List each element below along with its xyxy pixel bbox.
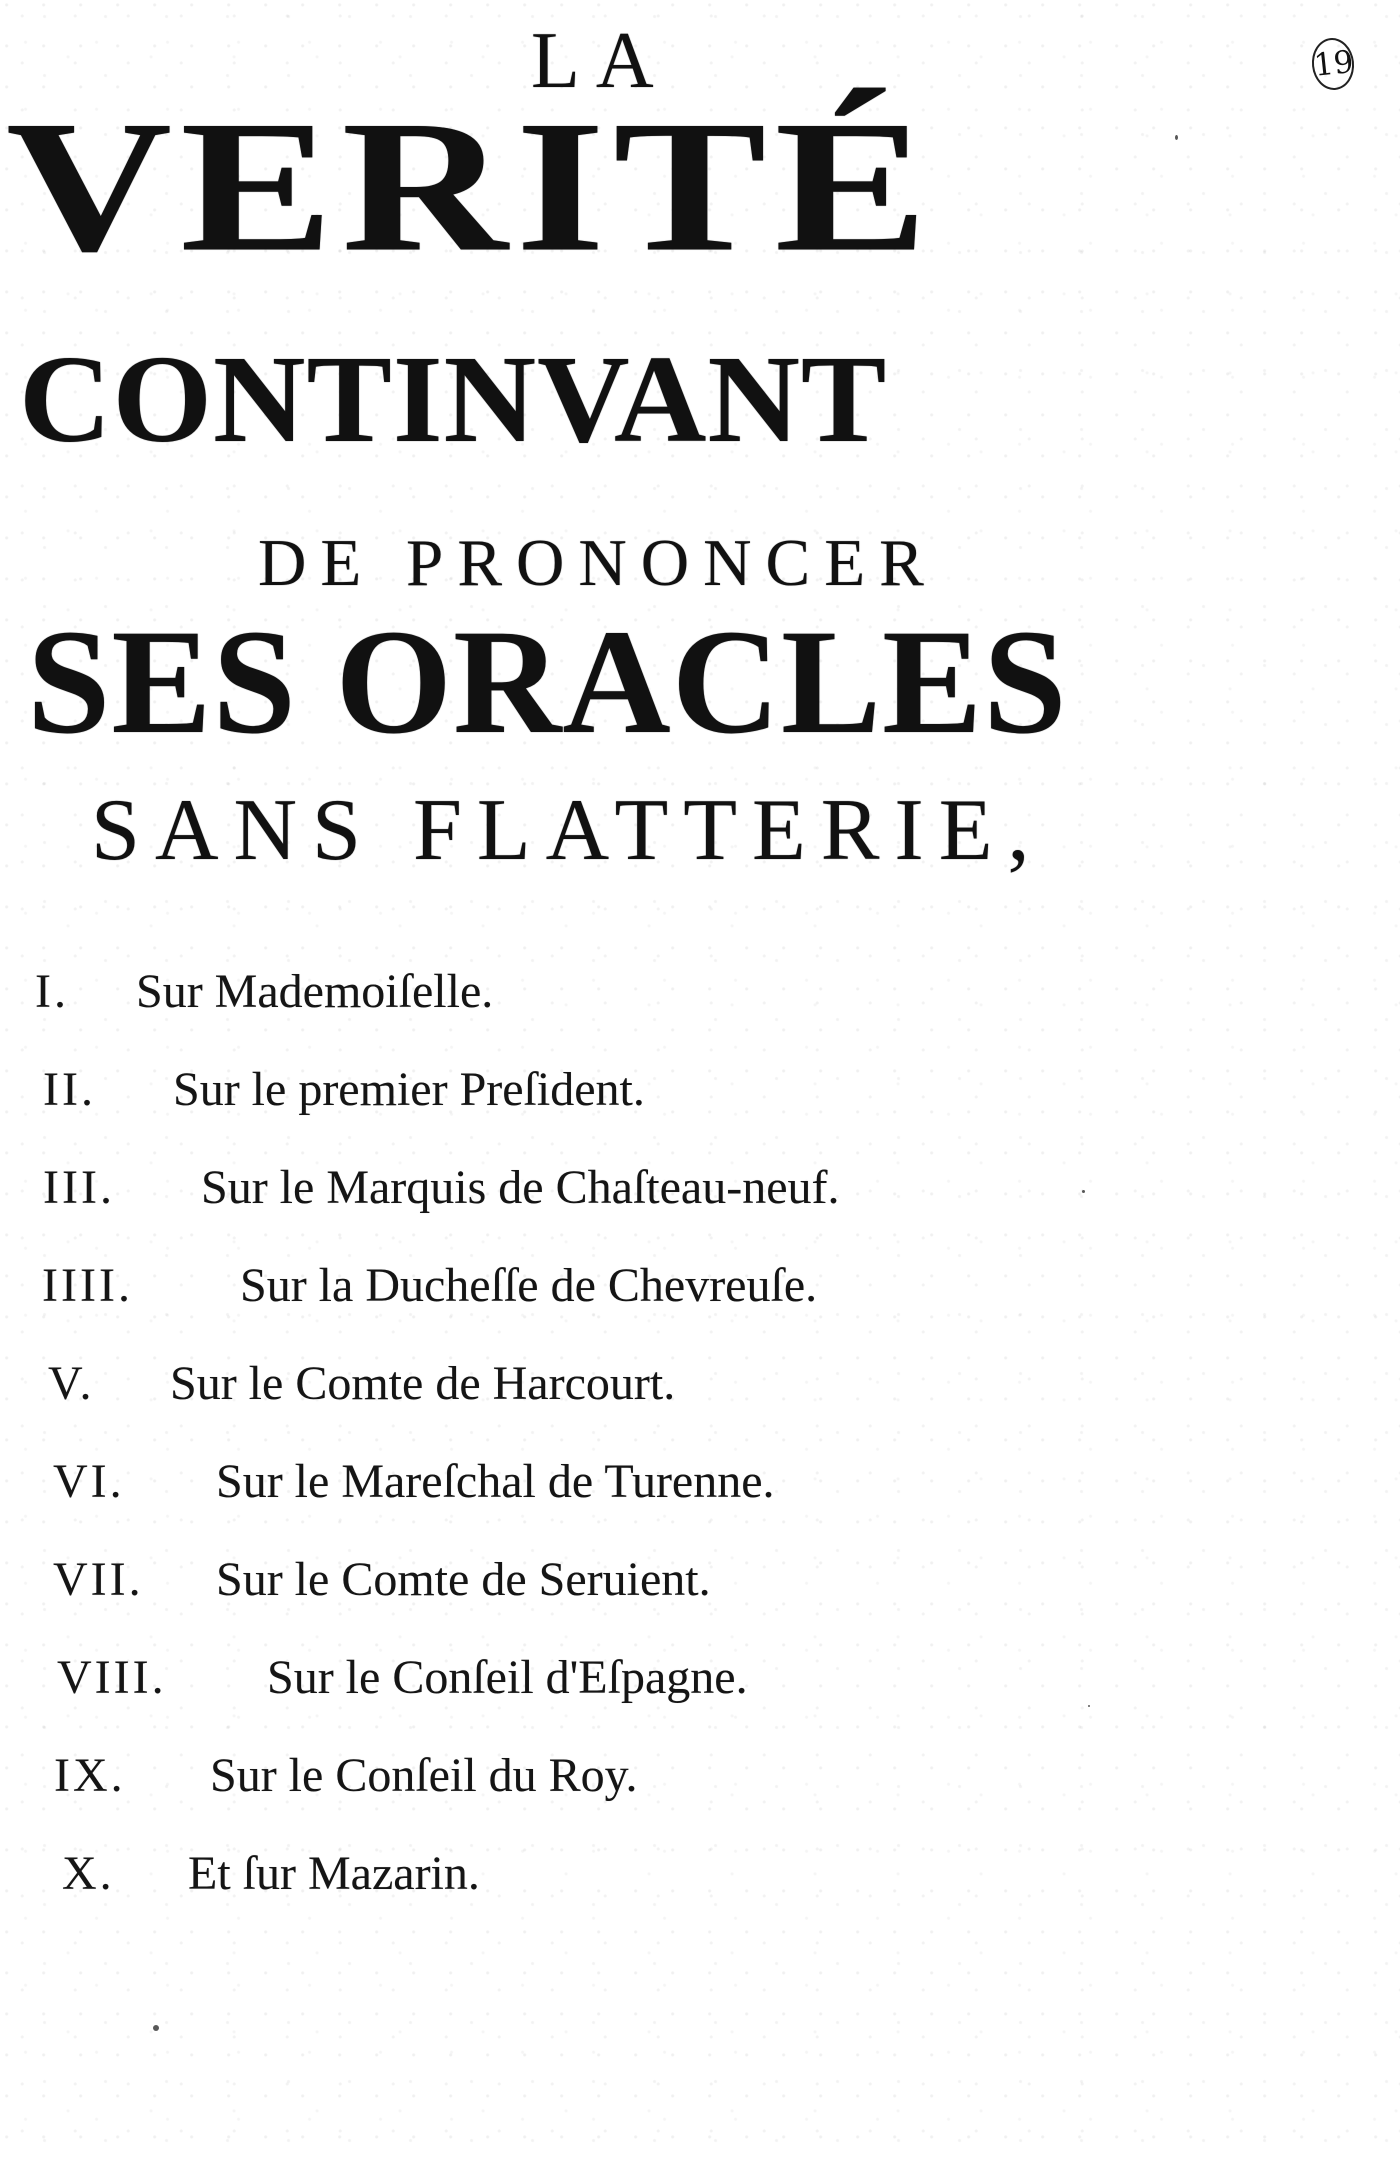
entry-numeral: II. <box>43 1063 96 1116</box>
entry-text: Sur le premier Preſident. <box>173 1063 645 1116</box>
contents-entry <box>0 1651 748 1704</box>
entry-numeral: X. <box>62 1847 115 1900</box>
entry-text: Sur le Marquis de Chaſteau-neuf. <box>201 1161 840 1214</box>
contents-entry <box>0 1749 638 1802</box>
entry-text: Sur le Conſeil du Roy. <box>210 1749 638 1802</box>
entry-text: Sur la Ducheſſe de Chevreuſe. <box>240 1259 818 1312</box>
ink-speck <box>1082 1190 1085 1193</box>
ink-speck <box>1175 135 1178 140</box>
title-continuant: CONTINVANT <box>19 329 888 469</box>
entry-text: Et ſur Mazarin. <box>188 1847 480 1900</box>
sheet-number-mark: 19 <box>1309 36 1356 92</box>
contents-entry <box>0 1357 676 1410</box>
entry-numeral: IX. <box>54 1749 126 1802</box>
entry-numeral: VIII. <box>57 1651 167 1704</box>
ink-speck <box>153 2025 159 2031</box>
contents-entry <box>0 1161 840 1214</box>
contents-entry <box>0 965 494 1018</box>
entry-numeral: V. <box>48 1357 95 1410</box>
entry-numeral: III. <box>43 1161 115 1214</box>
title-verite: VERITÉ <box>6 81 936 291</box>
entry-text: Sur le Conſeil d'Eſpagne. <box>267 1651 748 1704</box>
contents-entry <box>0 1259 818 1312</box>
ink-speck <box>1088 1705 1090 1707</box>
entry-numeral: VII. <box>53 1553 144 1606</box>
entry-numeral: VI. <box>53 1455 125 1508</box>
entry-text: Sur Mademoiſelle. <box>136 965 494 1018</box>
title-de-prononcer: DE PRONONCER <box>258 526 938 600</box>
entry-text: Sur le Mareſchal de Turenne. <box>216 1455 775 1508</box>
contents-entry <box>0 1553 711 1606</box>
title-sans-flatterie: SANS FLATTERIE, <box>91 782 1045 879</box>
contents-entry <box>0 1455 775 1508</box>
entry-numeral: I. <box>35 965 69 1018</box>
entry-numeral: IIII. <box>42 1259 133 1312</box>
contents-entry <box>0 1847 480 1900</box>
entry-text: Sur le Comte de Seruient. <box>216 1553 711 1606</box>
title-la: LA <box>531 17 670 105</box>
contents-entry <box>0 1063 645 1116</box>
title-ses-oracles: SES ORACLES <box>27 599 1068 765</box>
entry-text: Sur le Comte de Harcourt. <box>170 1357 676 1410</box>
